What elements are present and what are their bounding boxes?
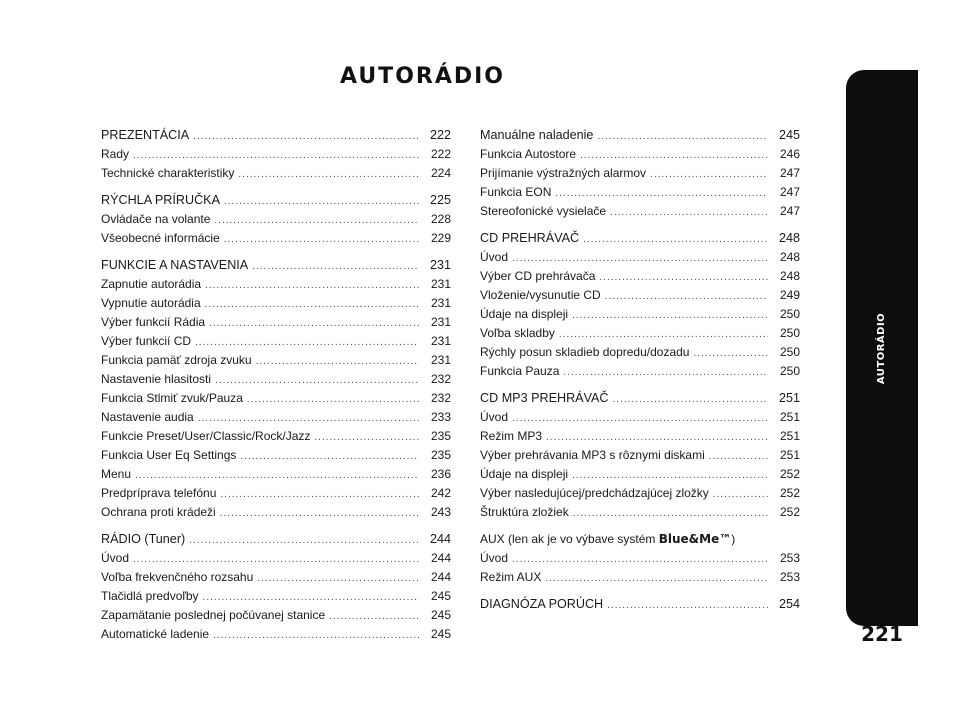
toc-entry-page: 233 (430, 410, 451, 424)
toc-entry-page: 252 (779, 467, 800, 481)
dot-leader (209, 314, 419, 333)
dot-leader (546, 428, 768, 447)
page-number: 221 (861, 622, 903, 646)
toc-entry-page: 253 (779, 551, 800, 565)
toc-entry-page: 250 (779, 326, 800, 340)
toc-entry-page: 251 (778, 391, 800, 405)
toc-entry-page: 254 (778, 597, 800, 611)
dot-leader (133, 146, 419, 165)
toc-entry-label: Úvod (101, 551, 130, 565)
toc-entry[interactable] (101, 465, 451, 484)
toc-entry[interactable] (101, 568, 451, 587)
dot-leader (573, 504, 768, 523)
toc-entry-label: Štruktúra zložiek (480, 505, 569, 519)
toc-entry-label: RÁDIO (Tuner) (101, 532, 186, 546)
dot-leader (215, 371, 419, 390)
dot-leader (195, 333, 419, 352)
toc-entry[interactable] (101, 549, 451, 568)
toc-entry-page: 248 (778, 231, 800, 245)
dot-leader (314, 428, 419, 447)
chapter-side-tab-label-wrap (846, 70, 918, 626)
toc-entry-page: 222 (430, 147, 451, 161)
toc-entry-label: Funkcia EON (480, 185, 552, 199)
toc-entry-page: 245 (430, 627, 451, 641)
dot-leader (220, 504, 419, 523)
toc-entry[interactable] (480, 183, 800, 202)
toc-entry[interactable] (101, 191, 451, 210)
toc-entry[interactable] (480, 484, 800, 503)
chapter-side-tab-label: AUTORÁDIO (876, 312, 888, 384)
toc-entry-page: 228 (430, 212, 451, 226)
dot-leader (599, 268, 768, 287)
toc-entry[interactable] (480, 362, 800, 381)
toc-entry-page: 236 (430, 467, 451, 481)
toc-entry[interactable] (101, 389, 451, 408)
toc-entry[interactable] (101, 229, 451, 248)
toc-entry-label: Výber CD prehrávača (480, 269, 596, 283)
toc-entry[interactable] (480, 126, 800, 145)
toc-entry[interactable] (101, 587, 451, 606)
toc-entry-page: 248 (779, 269, 800, 283)
toc-entry-page: 245 (430, 589, 451, 603)
toc-entry[interactable] (101, 370, 451, 389)
dot-leader (189, 531, 419, 550)
toc-right-column (480, 126, 800, 614)
toc-entry-label: Voľba frekvenčného rozsahu (101, 570, 254, 584)
dot-leader (193, 127, 419, 146)
toc-entry-page: 245 (778, 128, 800, 142)
toc-entry-label: FUNKCIE A NASTAVENIA (101, 258, 249, 272)
toc-entry[interactable] (101, 332, 451, 351)
toc-entry-label: Funkcia User Eq Settings (101, 448, 237, 462)
toc-entry[interactable] (480, 446, 800, 465)
toc-entry-label-bold: Blue&Me™ (658, 532, 732, 546)
toc-entry-page: 248 (779, 250, 800, 264)
toc-entry-page: 243 (430, 505, 451, 519)
toc-entry[interactable] (480, 229, 800, 248)
toc-entry-label: Stereofonické vysielače (480, 204, 607, 218)
toc-entry-label: Výber funkcií CD (101, 334, 192, 348)
dot-leader (133, 550, 419, 569)
toc-entry-page: 250 (779, 364, 800, 378)
dot-leader (545, 569, 768, 588)
toc-entry-page: 231 (430, 334, 451, 348)
toc-entry-label: DIAGNÓZA PORÚCH (480, 597, 604, 611)
toc-entry-page: 249 (779, 288, 800, 302)
toc-entry[interactable] (480, 503, 800, 522)
toc-entry-label: Automatické ladenie (101, 627, 210, 641)
dot-leader (329, 607, 419, 626)
toc-entry-page: 231 (430, 315, 451, 329)
dot-leader (563, 363, 768, 382)
toc-entry-label: Manuálne naladenie (480, 128, 594, 142)
dot-leader (559, 325, 768, 344)
toc-entry-page: 251 (779, 410, 800, 424)
toc-entry-label: Tlačidlá predvoľby (101, 589, 199, 603)
toc-entry-label: Zapnutie autorádia (101, 277, 202, 291)
dot-leader (613, 390, 768, 409)
toc-entry[interactable] (480, 568, 800, 587)
toc-entry[interactable] (101, 275, 451, 294)
toc-entry-page: 251 (779, 429, 800, 443)
toc-entry[interactable] (101, 126, 451, 145)
toc-entry-page: 235 (430, 448, 451, 462)
toc-entry-page: 235 (430, 429, 451, 443)
toc-entry[interactable] (480, 145, 800, 164)
toc-entry-label: Režim AUX (480, 570, 542, 584)
toc-entry[interactable] (480, 427, 800, 446)
toc-entry[interactable] (480, 389, 800, 408)
toc-entry-page: 224 (430, 166, 451, 180)
dot-leader (238, 165, 419, 184)
dot-leader (257, 569, 419, 588)
toc-entry-label: Výber funkcií Rádia (101, 315, 206, 329)
toc-entry-label: Funkcie Preset/User/Classic/Rock/Jazz (101, 429, 311, 443)
toc-entry-label: Výber prehrávania MP3 s rôznymi diskami (480, 448, 705, 462)
toc-entry-label-suffix: ) (731, 532, 736, 546)
toc-entry-page: 244 (429, 532, 451, 546)
dot-leader (214, 211, 419, 230)
dot-leader (512, 550, 768, 569)
toc-entry-page: 253 (779, 570, 800, 584)
dot-leader (240, 447, 419, 466)
toc-entry[interactable] (101, 427, 451, 446)
toc-entry-label: Úvod (480, 551, 509, 565)
toc-entry-page: 247 (779, 166, 800, 180)
toc-entry-label: Menu (101, 467, 132, 481)
toc-entry-label: Funkcia pamäť zdroja zvuku (101, 353, 252, 367)
toc-entry-label: Vypnutie autorádia (101, 296, 201, 310)
toc-entry[interactable] (480, 408, 800, 427)
toc-entry-label: RÝCHLA PRÍRUČKA (101, 193, 220, 207)
toc-entry-page: 231 (429, 258, 451, 272)
toc-entry-page: 251 (779, 448, 800, 462)
toc-entry[interactable] (101, 351, 451, 370)
toc-entry-page: 232 (430, 372, 451, 386)
dot-leader (605, 287, 768, 306)
toc-entry-label: CD PREHRÁVAČ (480, 231, 580, 245)
toc-entry-page: 247 (779, 204, 800, 218)
toc-entry-label: Ochrana proti krádeži (101, 505, 216, 519)
dot-leader (247, 390, 419, 409)
toc-entry[interactable] (480, 324, 800, 343)
toc-entry[interactable] (101, 256, 451, 275)
dot-leader (252, 257, 419, 276)
toc-entry[interactable] (101, 210, 451, 229)
dot-leader (693, 344, 768, 363)
dot-leader (213, 626, 419, 645)
toc-entry-label: Údaje na displeji (480, 307, 569, 321)
toc-entry-label: Funkcia Autostore (480, 147, 577, 161)
toc-entry-label: Nastavenie audia (101, 410, 194, 424)
toc-entry[interactable] (480, 202, 800, 221)
toc-entry[interactable] (480, 164, 800, 183)
dot-leader (512, 409, 768, 428)
toc-entry-label: Všeobecné informácie (101, 231, 220, 245)
toc-entry[interactable] (480, 267, 800, 286)
dot-leader (224, 230, 419, 249)
toc-entry-page: 250 (779, 345, 800, 359)
toc-entry[interactable] (480, 595, 800, 614)
toc-entry[interactable] (101, 530, 451, 549)
toc-entry-page: 225 (429, 193, 451, 207)
toc-entry-page: 231 (430, 277, 451, 291)
dot-leader (610, 203, 768, 222)
toc-entry[interactable] (480, 530, 800, 549)
toc-entry-label: PREZENTÁCIA (101, 128, 190, 142)
toc-entry[interactable] (101, 313, 451, 332)
toc-entry[interactable] (480, 286, 800, 305)
dot-leader (205, 295, 419, 314)
dot-leader (256, 352, 419, 371)
toc-entry-label: Technické charakteristiky (101, 166, 235, 180)
toc-entry[interactable] (101, 606, 451, 625)
toc-entry[interactable] (480, 248, 800, 267)
toc-entry-label: Nastavenie hlasitosti (101, 372, 212, 386)
toc-entry[interactable] (480, 465, 800, 484)
toc-entry[interactable] (101, 446, 451, 465)
dot-leader (709, 447, 768, 466)
toc-entry[interactable] (480, 343, 800, 362)
toc-entry-page: 244 (430, 570, 451, 584)
dot-leader (583, 230, 768, 249)
page-title: AUTORÁDIO (339, 64, 506, 89)
toc-entry-page: 222 (429, 128, 451, 142)
toc-entry[interactable] (101, 408, 451, 427)
toc-entry-label: Funkcia Stlmiť zvuk/Pauza (101, 391, 243, 405)
toc-entry[interactable] (101, 294, 451, 313)
toc-entry-page: 252 (779, 486, 800, 500)
toc-entry-page: 246 (779, 147, 800, 161)
toc-entry-page: 242 (430, 486, 451, 500)
toc-entry[interactable] (480, 549, 800, 568)
dot-leader (555, 184, 768, 203)
toc-entry-label: Voľba skladby (480, 326, 555, 340)
dot-leader (198, 409, 419, 428)
dot-leader (205, 276, 419, 295)
toc-entry-page: 252 (779, 505, 800, 519)
toc-entry[interactable] (101, 145, 451, 164)
toc-entry-label: Prijímanie výstražných alarmov (480, 166, 647, 180)
toc-entry-label: Výber nasledujúcej/predchádzajúcej zložky (480, 486, 709, 500)
toc-entry-label: Rýchly posun skladieb dopredu/dozadu (480, 345, 690, 359)
toc-entry[interactable] (480, 305, 800, 324)
dot-leader (572, 306, 768, 325)
toc-entry-label: Ovládače na volante (101, 212, 211, 226)
toc-entry-label: Zapamätanie poslednej počúvanej stanice (101, 608, 326, 622)
toc-entry-label: Rady (101, 147, 130, 161)
toc-entry-label: Funkcia Pauza (480, 364, 560, 378)
dot-leader (512, 249, 768, 268)
toc-entry[interactable] (101, 503, 451, 522)
toc-entry-page: 247 (779, 185, 800, 199)
dot-leader (572, 466, 768, 485)
toc-entry-label: Úvod (480, 410, 509, 424)
toc-entry[interactable] (101, 484, 451, 503)
toc-entry-label: Úvod (480, 250, 509, 264)
toc-entry-page: 245 (430, 608, 451, 622)
dot-leader (135, 466, 419, 485)
toc-entry[interactable] (101, 625, 451, 644)
toc-entry-page: 250 (779, 307, 800, 321)
toc-entry-page: 244 (430, 551, 451, 565)
dot-leader (713, 485, 768, 504)
toc-left-column (101, 126, 451, 644)
toc-entry-page: 231 (430, 296, 451, 310)
toc-entry-label: Predpríprava telefónu (101, 486, 217, 500)
toc-entry-label: AUX (len ak je vo výbave systém (480, 532, 659, 546)
dot-leader (607, 596, 768, 615)
toc-entry-page: 231 (430, 353, 451, 367)
dot-leader (650, 165, 768, 184)
dot-leader (224, 192, 419, 211)
dot-leader (220, 485, 419, 504)
dot-leader (597, 127, 768, 146)
dot-leader (203, 588, 419, 607)
toc-entry-page: 229 (430, 231, 451, 245)
toc-entry[interactable] (101, 164, 451, 183)
toc-entry-label: CD MP3 PREHRÁVAČ (480, 391, 609, 405)
toc-entry-page: 232 (430, 391, 451, 405)
toc-entry-label: Vloženie/vysunutie CD (480, 288, 601, 302)
toc-entry-label: Režim MP3 (480, 429, 543, 443)
toc-entry-label: Údaje na displeji (480, 467, 569, 481)
dot-leader (580, 146, 768, 165)
